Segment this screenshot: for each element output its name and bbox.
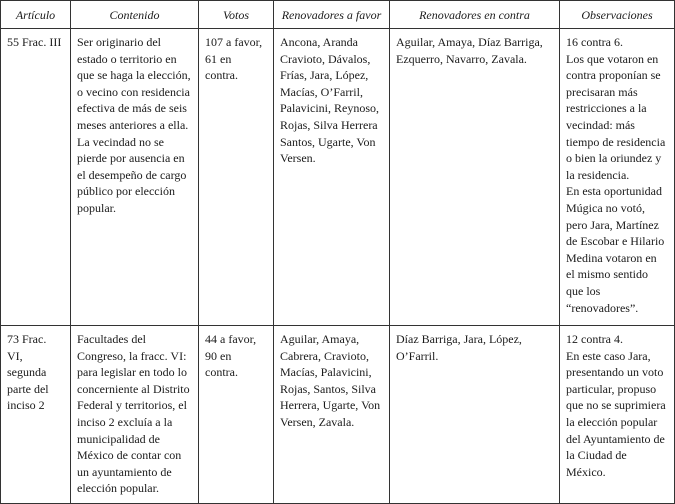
cell-renovadores-favor: Aguilar, Amaya, Cabrera, Cravioto, Macías, Palavicini, Rojas, Santos, Silva Herrera, Ugarte, Von Versen, Zavala.: [274, 326, 390, 504]
cell-contenido: Facultades del Congreso, la fracc. VI: para legislar en todo lo concerniente al Distrito Federal y territorios, el inciso 2 excluía a la municipalidad de México de contar con un ayuntamiento de elección popular.: [71, 326, 199, 504]
cell-contenido: Ser originario del estado o territorio en que se haga la elección, o vecino con residencia efectiva de más de seis meses anteriores a ella. La vecindad no se pierde por ausencia en el desempeño de cargo público por elección popular.: [71, 29, 199, 326]
header-renovadores-favor: Renovadores a favor: [274, 1, 390, 29]
table-row: [1, 29, 675, 326]
cell-articulo: 55 Frac. III: [1, 29, 71, 326]
header-votos: Votos: [199, 1, 274, 29]
header-articulo: Artículo: [1, 1, 71, 29]
cell-observaciones: [560, 29, 675, 326]
cell-renovadores-contra: Díaz Barriga, Jara, López, O’Farril.: [390, 326, 560, 504]
cell-votos: 107 a favor, 61 en contra.: [199, 29, 274, 326]
observation-line: En este caso Jara, presentando un voto particular, propuso que no se suprimiera la elección popular del Ayuntamiento de la Ciudad de México.: [566, 348, 666, 479]
header-renovadores-contra: Renovadores en contra: [390, 1, 560, 29]
observation-line: 16 contra 6.: [566, 35, 623, 49]
cell-articulo: 73 Frac. VI, segunda parte del inciso 2: [1, 326, 71, 504]
table-header-row: [1, 1, 675, 29]
header-contenido: Contenido: [71, 1, 199, 29]
observation-line: 12 contra 4.: [566, 332, 623, 346]
cell-renovadores-favor: Ancona, Aranda Cravioto, Dávalos, Frías, Jara, López, Macías, O’Farril, Palavicini, Reynoso, Rojas, Silva Herrera Santos, Ugarte, Von Versen.: [274, 29, 390, 326]
cell-renovadores-contra: Aguilar, Amaya, Díaz Barriga, Ezquerro, Navarro, Zavala.: [390, 29, 560, 326]
observation-line: Los que votaron en contra proponían se precisaran más restricciones a la vecindad: más tiempo de residencia o bien la oriundez y la residencia.: [566, 51, 666, 182]
table-row: [1, 326, 675, 504]
observation-line: En esta oportunidad Múgica no votó, pero Jara, Martínez de Escobar e Hilario Medina votaron en el mismo sentido que los “renovadores”.: [566, 184, 665, 315]
cell-votos: 44 a favor, 90 en contra.: [199, 326, 274, 504]
cell-observaciones: [560, 326, 675, 504]
header-observaciones: Observaciones: [560, 1, 675, 29]
